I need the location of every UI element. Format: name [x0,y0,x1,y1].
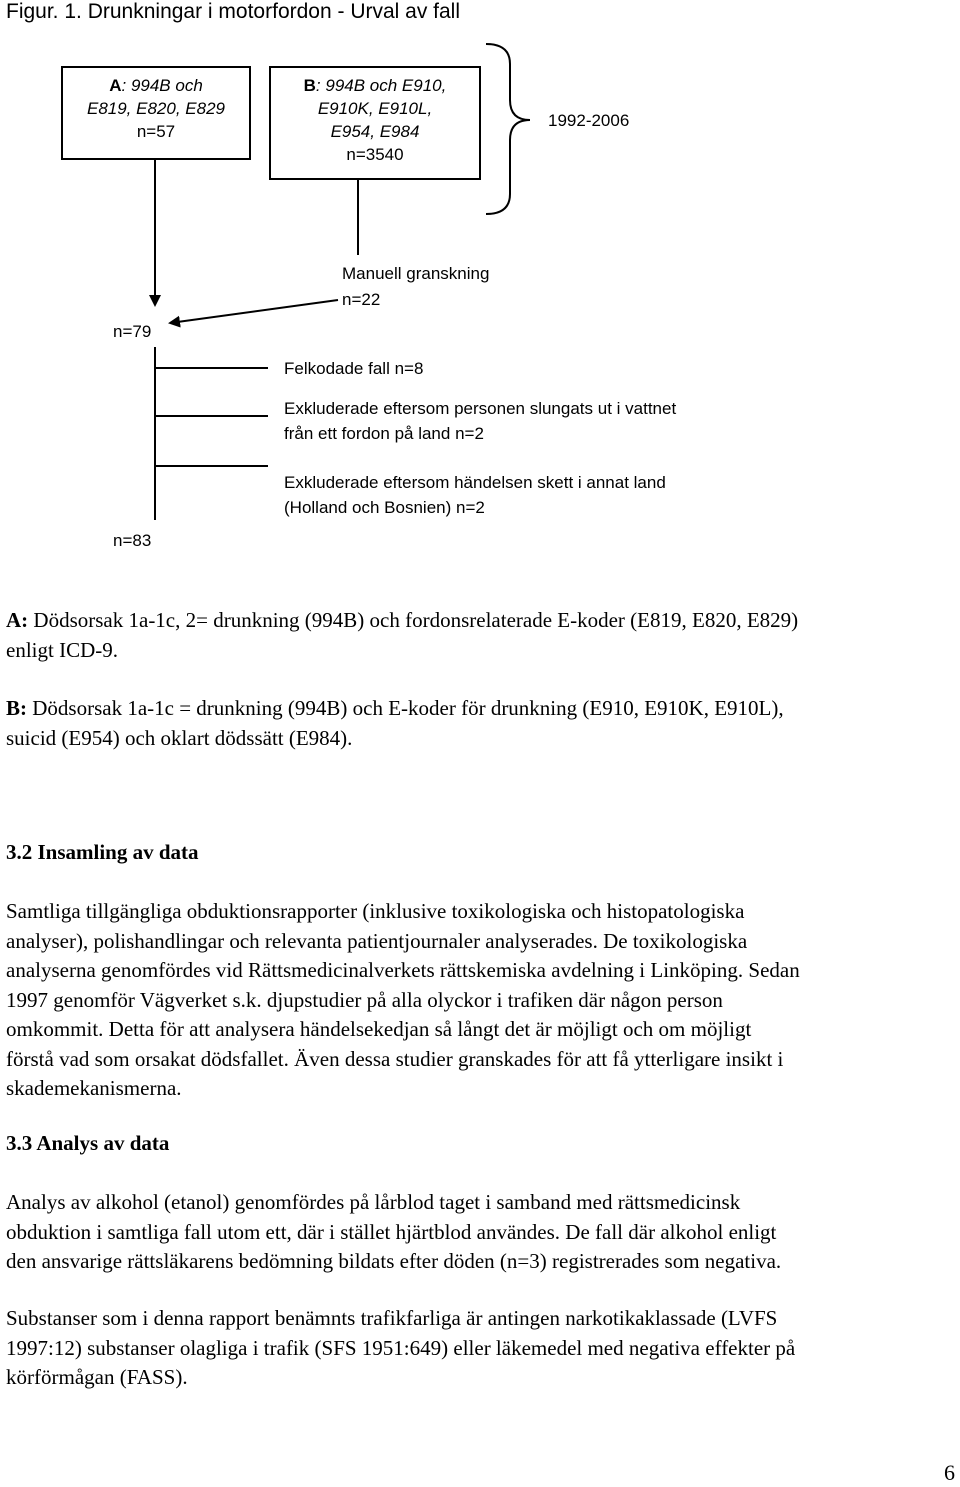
box-a-line1: : 994B och [121,76,203,95]
box-a-line2: E819, E820, E829 [86,99,225,118]
legend-a [6,606,958,665]
legend-b-line2: suicid (E954) och oklart dödssätt (E984). [6,725,353,750]
box-a-line3: n=57 [136,122,176,141]
manual-review-line2: n=22 [342,290,381,309]
exclusion-abroad-line2: (Holland och Bosnien) n=2 [284,498,485,517]
section-3-3-line: Analys av alkohol (etanol) genomfördes på lårblod taget i samband med rättsmedicinsk [6,1190,741,1214]
box-b-line1: : 994B och E910, [315,76,447,95]
section-3-2-body [6,897,958,1104]
box-b [269,66,481,180]
section-3-2-line: förstå vad som orsakat dödsfallet. Även dessa studier granskades för att få ytterligare insikt i [6,1046,784,1071]
manual-review-line1: Manuell granskning [342,264,490,283]
section-3-3-line: obduktion i samtliga fall utom ett, där i stället hjärtblod användes. De fall där alkohol enligt [6,1219,777,1244]
section-3-3-line: Substanser som i denna rapport benämnts trafikfarliga är antingen narkotikaklassade (LVFS [6,1306,778,1330]
period-label: 1992-2006 [548,111,630,130]
exclusion-thrown-line2: från ett fordon på land n=2 [284,424,484,443]
heading-3-2: 3.2 Insamling av data [6,840,199,864]
section-3-3-para1 [6,1188,958,1277]
section-3-3-line: den ansvarige rättsläkarens bedömning bildats efter döden (n=3) registrerades som negativa. [6,1249,782,1273]
exclusion-miscoded: Felkodade fall n=8 [284,359,424,378]
legend-b-label: B: [6,696,27,720]
exclusion-thrown-line1: Exkluderade eftersom personen slungats ut i vattnet [284,399,677,418]
curly-brace [486,44,530,214]
box-a-label: A [109,76,122,95]
legend-a-label: A: [6,608,29,632]
section-3-2-line: omkommit. Detta för att analysera händelsekedjan så långt det är möjligt och om möjligt [6,1017,752,1041]
section-3-2-line: Samtliga tillgängliga obduktionsrapporter (inklusive toxikologiska och histopatologiska [6,899,745,923]
count-n83: n=83 [113,531,152,550]
section-3-2-line: 1997 genomför Vägverket s.k. djupstudier på alla olyckor i trafiken där någon person [6,987,723,1012]
box-b-line2: E910K, E910L, [317,99,433,118]
section-3-3-line: 1997:12) substanser olagliga i trafik (SFS 1951:649) eller läkemedel med negativa effekter på [6,1335,796,1360]
box-b-line4: n=3540 [346,145,404,164]
exclusion-abroad-line1: Exkluderade eftersom händelsen skett i annat land [284,473,666,492]
legend-b-line1: Dödsorsak 1a-1c = drunkning (994B) och E-koder för drunkning (E910, E910K, E910L), [27,696,784,720]
section-3-3-para2 [6,1304,958,1393]
legend-a-line2: enligt ICD-9. [6,637,118,662]
box-a [61,66,251,160]
legend-a-line1: Dödsorsak 1a-1c, 2= drunkning (994B) och fordonsrelaterade E-koder (E819, E820, E829) [28,608,799,632]
section-3-2-line: skademekanismerna. [6,1076,182,1100]
count-n79: n=79 [113,322,152,341]
figure-title: Figur. 1. Drunkningar i motorfordon - Urval av fall [6,0,461,23]
section-3-2-line: analyser), polishandlingar och relevanta patientjournaler analyserades. De toxikologiska [6,928,748,953]
legend-b [6,694,958,753]
section-3-2-line: analyserna genomfördes vid Rättsmedicinalverkets rättskemiska avdelning i Linköping. Sedan [6,958,800,982]
heading-3-3: 3.3 Analys av data [6,1131,170,1155]
page-number: 6 [944,1460,955,1485]
arrow-review-to-n79 [170,300,338,323]
box-b-line3: E954, E984 [330,122,420,141]
section-3-3-line: körförmågan (FASS). [6,1365,188,1389]
box-b-label: B [303,76,316,95]
